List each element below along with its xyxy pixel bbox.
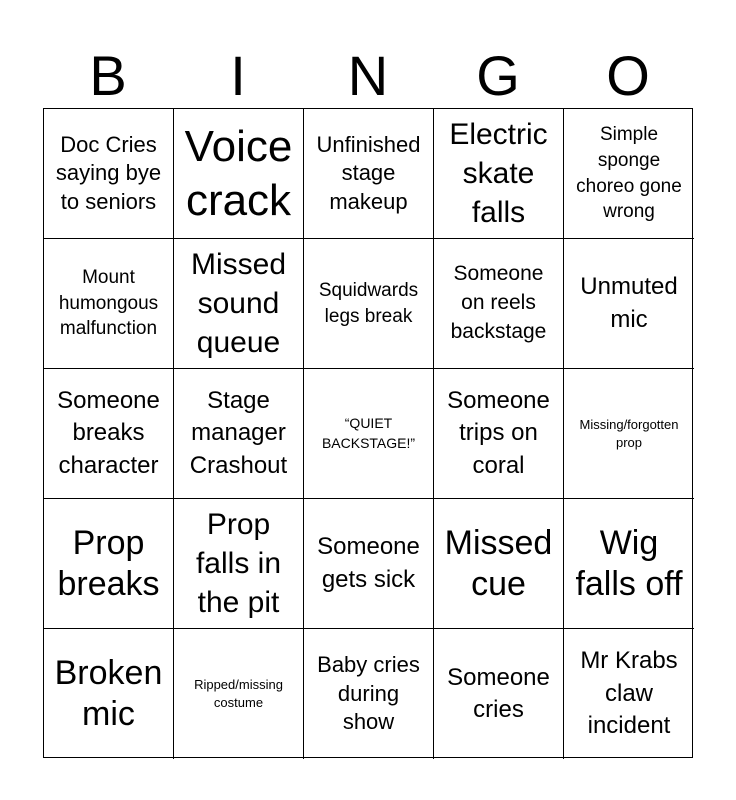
cell-text: Unmuted mic bbox=[580, 273, 678, 333]
cell-text: Baby cries during show bbox=[317, 652, 420, 735]
bingo-cell[interactable] bbox=[44, 499, 174, 629]
cell-text: Doc Cries saying bye to seniors bbox=[55, 131, 162, 214]
bingo-cell[interactable] bbox=[304, 239, 434, 369]
bingo-cell[interactable] bbox=[564, 499, 694, 629]
bingo-cell[interactable] bbox=[304, 109, 434, 239]
cell-text: Wig falls off bbox=[575, 523, 683, 603]
bingo-cell[interactable] bbox=[44, 629, 174, 759]
bingo-cell[interactable] bbox=[434, 369, 564, 499]
bingo-cell[interactable] bbox=[174, 109, 304, 239]
bingo-header bbox=[43, 44, 693, 108]
cell-text: Prop falls in the pit bbox=[195, 508, 282, 619]
bingo-cell[interactable] bbox=[304, 369, 434, 499]
bingo-cell[interactable] bbox=[174, 239, 304, 369]
cell-text: Someone cries bbox=[447, 663, 550, 723]
cell-text: Missed cue bbox=[444, 523, 553, 603]
cell-text: Someone gets sick bbox=[317, 533, 420, 593]
cell-text: Prop breaks bbox=[57, 523, 160, 603]
cell-text: Broken mic bbox=[54, 654, 163, 733]
cell-text: Simple sponge choreo gone wrong bbox=[576, 124, 682, 223]
cell-text: Stage manager Crashout bbox=[189, 386, 288, 479]
bingo-cell[interactable] bbox=[44, 239, 174, 369]
cell-text: Ripped/missing costume bbox=[194, 677, 283, 710]
bingo-cell[interactable] bbox=[304, 499, 434, 629]
cell-text: Voice crack bbox=[184, 121, 293, 225]
cell-text: Someone trips on coral bbox=[447, 386, 550, 479]
bingo-cell[interactable] bbox=[434, 499, 564, 629]
bingo-cell[interactable] bbox=[304, 629, 434, 759]
cell-text: Someone breaks character bbox=[57, 386, 160, 479]
cell-text: Missed sound queue bbox=[190, 248, 287, 359]
cell-text: Someone on reels backstage bbox=[450, 262, 547, 343]
cell-text: Squidwards legs break bbox=[318, 279, 419, 327]
cell-text: Unfinished stage makeup bbox=[316, 131, 421, 214]
bingo-cell[interactable] bbox=[44, 109, 174, 239]
header-letter-i: I bbox=[230, 44, 246, 107]
bingo-cell[interactable] bbox=[174, 499, 304, 629]
header-letter-n: N bbox=[347, 44, 389, 107]
bingo-cell[interactable] bbox=[564, 239, 694, 369]
bingo-cell[interactable] bbox=[434, 239, 564, 369]
cell-text: Missing/forgotten prop bbox=[579, 416, 679, 450]
bingo-cell[interactable] bbox=[434, 109, 564, 239]
bingo-board bbox=[43, 108, 693, 758]
bingo-cell[interactable] bbox=[174, 629, 304, 759]
header-letter-b: B bbox=[89, 44, 127, 107]
bingo-cell[interactable] bbox=[564, 629, 694, 759]
bingo-cell[interactable] bbox=[174, 369, 304, 499]
header-letter-o: O bbox=[606, 44, 650, 107]
bingo-cell[interactable] bbox=[564, 369, 694, 499]
header-letter-g: G bbox=[476, 44, 520, 107]
cell-text: “QUIET BACKSTAGE!” bbox=[321, 414, 416, 451]
bingo-cell[interactable] bbox=[564, 109, 694, 239]
cell-text: Mount humongous malfunction bbox=[58, 267, 159, 340]
cell-text: Electric skate falls bbox=[449, 118, 548, 229]
cell-text: Mr Krabs claw incident bbox=[580, 647, 678, 740]
bingo-cell[interactable] bbox=[44, 369, 174, 499]
bingo-cell[interactable] bbox=[434, 629, 564, 759]
